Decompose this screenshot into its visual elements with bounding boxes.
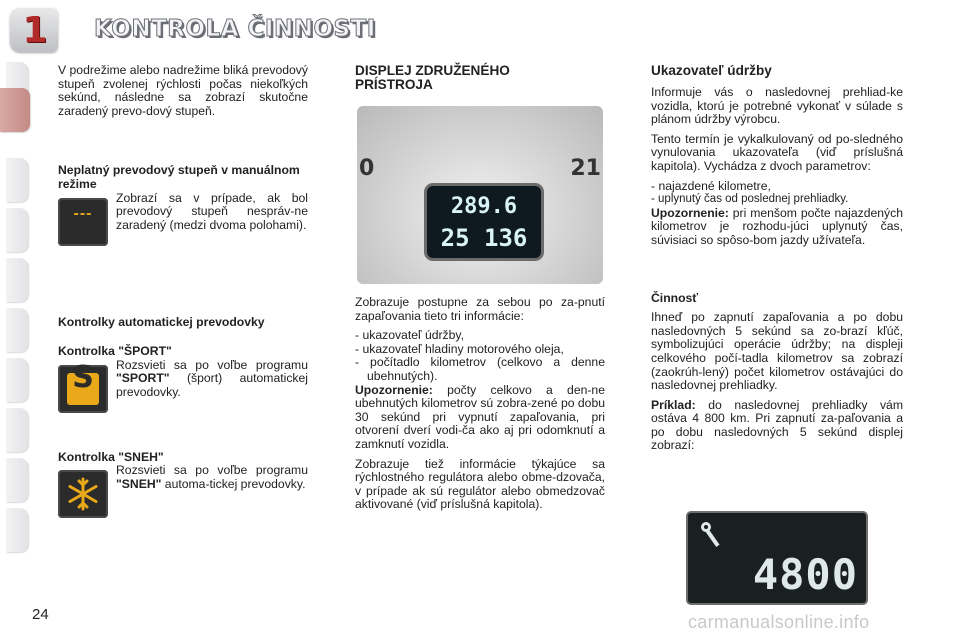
chapter-tab[interactable] xyxy=(6,158,28,202)
chapter-tab[interactable] xyxy=(6,408,28,452)
chapter-tab[interactable] xyxy=(6,258,28,302)
service-p1: Informuje vás o nasledovnej prehliad-ke vozidla, ktorú je potrebné vykonať v súlade s plánom údržby výrobcu. xyxy=(651,85,903,127)
display-intro: Zobrazuje postupne za sebou po za-pnutí zapaľovania tieto tri informácie: xyxy=(355,295,605,323)
left-column xyxy=(58,64,308,518)
wrong-gear-icon-label: --- xyxy=(73,204,93,222)
display-item: - ukazovateľ hladiny motorového oleja, xyxy=(355,341,564,356)
snowflake-icon xyxy=(58,470,108,518)
display-extra: Zobrazuje tiež informácie týkajúce sa rýchlostného regulátora alebo obme-dzovača, v prípade ak sú regulátor alebo obmedzovač aktivované (viď príslušná kapitola). xyxy=(355,456,605,512)
snow-keyword: "SNEH" xyxy=(116,476,162,491)
auto-gearbox-heading: Kontrolky automatickej prevodovky xyxy=(58,314,265,329)
service-km-value: 4800 xyxy=(752,550,858,599)
display-heading: DISPLEJ ZDRUŽENÉHO PRÍSTROJA xyxy=(355,63,510,92)
service-param: - najazdené kilometre, xyxy=(651,178,771,193)
chapter-tab[interactable] xyxy=(6,358,28,402)
snow-text: Rozsvieti sa po voľbe programu "SNEH" automa-tickej prevodovky. xyxy=(116,463,308,491)
gauge-left-number: 0 xyxy=(359,156,375,181)
lcd-odometer: 25 136 xyxy=(440,224,528,252)
cluster-lcd xyxy=(427,186,541,258)
chapter-tab[interactable] xyxy=(6,458,28,502)
chapter-tab[interactable] xyxy=(6,308,28,352)
activity-text: Ihneď po zapnutí zapaľovania a po dobu nasledovných 5 sekúnd sa zo-brazí kľúč, symbolizujúci operácie údržby; na displeji celkového počí-tadla kilometrov sa zobrazí (zaokrúh-lený) počet kilometrov ostávajúci do nasledovnej prehliadky. xyxy=(651,310,903,393)
service-warning: Upozornenie: pri menšom počte najazdených kilometrov je rozhodu-júci uplynutý čas, súvisiaci so spôso-bom jazdy užívateľa. xyxy=(651,205,903,247)
page-header xyxy=(0,0,960,56)
example-text: Príklad: do nasledovnej prehliadky vám ostáva 4 800 km. Pri zapnutí za-paľovania a po dobu nasledovných 5 sekúnd displej zobrazí: xyxy=(651,397,903,453)
wrong-gear-warning-icon xyxy=(58,198,108,246)
sport-warning-icon xyxy=(58,359,108,413)
display-item: - ukazovateľ údržby, xyxy=(355,328,465,343)
middle-column-text xyxy=(355,296,605,518)
sport-keyword: "SPORT" xyxy=(116,371,170,386)
service-param: - uplynutý čas od poslednej prehliadky. xyxy=(651,193,849,206)
page-number: 24 xyxy=(32,606,49,623)
chapter-tab[interactable] xyxy=(6,208,28,252)
middle-column xyxy=(355,64,605,92)
chapter-tab-active[interactable] xyxy=(0,88,30,132)
sport-icon-label: S xyxy=(72,359,94,395)
right-column xyxy=(651,64,903,459)
activity-heading: Činnosť xyxy=(651,290,699,305)
service-display-panel xyxy=(688,513,866,603)
page-title: KONTROLA ČINNOSTI xyxy=(94,16,376,42)
wrench-icon xyxy=(698,521,728,551)
sport-text: Rozsvieti sa po voľbe programu "SPORT" (šport) automatickej prevodovky. xyxy=(116,357,308,399)
chapter-tab[interactable] xyxy=(6,508,28,552)
display-warning: Upozornenie: počty celkovo a den-ne ubehnutých kilometrov sú zobra-zené po dobu 30 sekúnd pri vypnutí zapaľovania, pri otvorení dverí vodi-ča ako aj pri odomknutí a zamknutí vozidla. xyxy=(355,382,605,451)
gear-intro-text: V podrežime alebo nadrežime bliká prevodový stupeň zvolenej rýchlosti počas niekoľkých sekúnd, následne sa zobrazí skutočne zaradený prevo-dový stupeň. xyxy=(58,63,308,118)
wrong-gear-text: Zobrazí sa v prípade, ak bol prevodový stupeň nespráv-ne zaradený (medzi dvoma polohami). xyxy=(116,190,308,232)
service-p2: Tento termín je vykalkulovaný od po-sledného vynulovania ukazovateľa (viď príslušná kapitola). Vychádza z dvoch parametrov: xyxy=(651,131,903,173)
watermark: carmanualsonline.info xyxy=(688,612,870,632)
chapter-tab-strip xyxy=(0,62,32,582)
snow-heading: Kontrolka "SNEH" xyxy=(58,449,164,464)
lcd-trip: 289.6 xyxy=(450,194,518,219)
wrong-gear-heading: Neplatný prevodový stupeň v manuálnom režime xyxy=(58,163,300,191)
chapter-number: 1 xyxy=(22,10,48,51)
display-item: - počítadlo kilometrov (celkovo a denne ubehnutých). xyxy=(355,355,605,383)
sport-heading: Kontrolka "ŠPORT" xyxy=(58,344,172,359)
instrument-cluster-photo xyxy=(357,106,603,284)
chapter-badge xyxy=(10,8,58,52)
service-indicator-heading: Ukazovateľ údržby xyxy=(651,63,772,78)
gauge-right-number: 21 xyxy=(570,156,601,181)
